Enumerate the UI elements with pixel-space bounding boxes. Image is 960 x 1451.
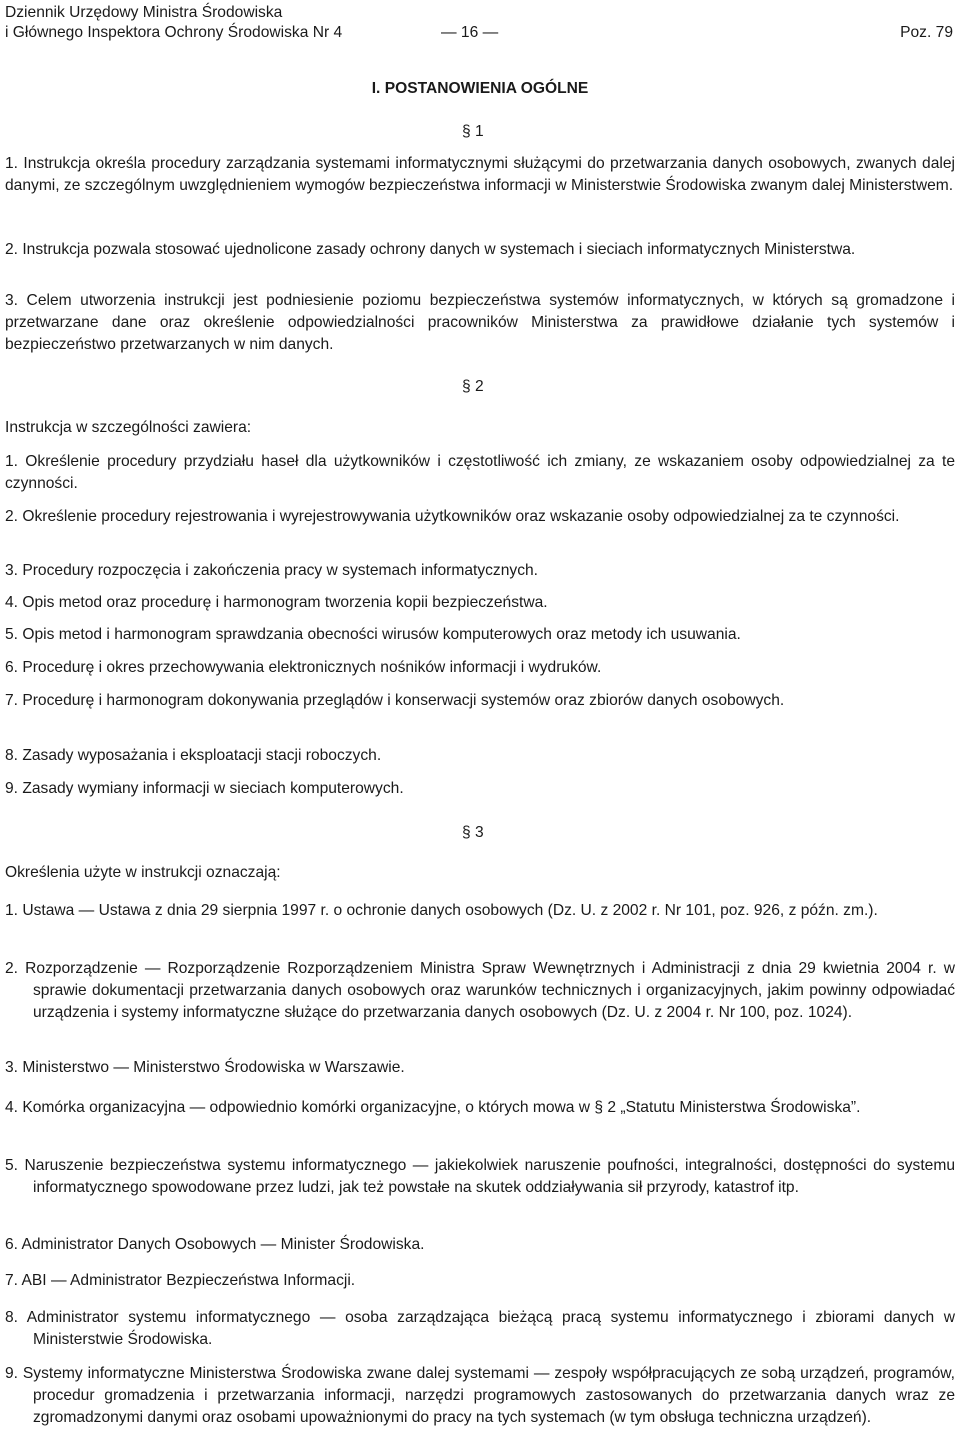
s2-item-3: 3. Procedury rozpoczęcia i zakończenia pracy w systemach informatycznych. — [5, 562, 539, 579]
page-number: — 16 — — [441, 24, 499, 41]
s2-item-8: 8. Zasady wyposażania i eksploatacji stacji roboczych. — [5, 747, 382, 764]
s2-item-9: 9. Zasady wymiany informacji w sieciach komputerowych. — [5, 780, 404, 797]
section-sign-2: § 2 — [462, 378, 484, 395]
definition-7: 7. ABI — Administrator Bezpieczeństwa Informacji. — [5, 1272, 356, 1289]
definition-6: 6. Administrator Danych Osobowych — Minister Środowiska. — [5, 1236, 425, 1253]
position-number: Poz. 79 — [900, 24, 953, 41]
s2-item-6: 6. Procedurę i okres przechowywania elektronicznych nośników informacji i wydruków. — [5, 659, 602, 676]
s2-item-7: 7. Procedurę i harmonogram dokonywania przeglądów i konserwacji systemów oraz zbiorów danych osobowych. — [5, 692, 785, 709]
s2-item-5: 5. Opis metod i harmonogram sprawdzania obecności wirusów komputerowych oraz metody ich usuwania. — [5, 626, 741, 643]
s3-lead: Określenia użyte w instrukcji oznaczają: — [5, 864, 281, 881]
s2-item-4: 4. Opis metod oraz procedurę i harmonogram tworzenia kopii bezpieczeństwa. — [5, 594, 548, 611]
definition-3: 3. Ministerstwo — Ministerstwo Środowiska w Warszawie. — [5, 1059, 405, 1076]
journal-title-line2: i Głównego Inspektora Ochrony Środowiska Nr 4 — [5, 24, 343, 41]
s2-lead: Instrukcja w szczególności zawiera: — [5, 419, 252, 436]
definition-1: 1. Ustawa — Ustawa z dnia 29 sierpnia 1997 r. o ochronie danych osobowych (Dz. U. z 2002 r. Nr 101, poz. 926, z późn. zm.). — [5, 902, 878, 919]
definition-8: 8. Administrator systemu informatycznego — osoba zarządzająca bieżącą pracą systemu informatycznego i zbiorami danych w Ministerstwie Środowiska. — [5, 1309, 955, 1348]
s2-item-1: 1. Określenie procedury przydziału haseł dla użytkowników i częstotliwość ich zmiany, ze wskazaniem osoby odpowiedzialnej za te czynności. — [5, 453, 955, 492]
s1-item-2: 2. Instrukcja pozwala stosować ujednolicone zasady ochrony danych w systemach i sieciach informatycznych Ministerstwa. — [5, 241, 856, 258]
s1-item-3: 3. Celem utworzenia instrukcji jest podniesienie poziomu bezpieczeństwa systemów informatycznych, w których są gromadzone i przetwarzane dane oraz określenie odpowiedzialności pracowników Ministerstwa za prawidłowe działanie tych systemów i bezpieczeństwo przetwarzanych w nim danych. — [5, 292, 955, 353]
chapter-title: I. POSTANOWIENIA OGÓLNE — [371, 80, 589, 97]
s1-item-1: 1. Instrukcja określa procedury zarządzania systemami informatycznymi służącymi do przetwarzania danych osobowych, zwanych dalej danymi, ze szczególnym uwzględnieniem wymogów bezpieczeństwa informacji w Ministerstwie Środowiska zwanym dalej Ministerstwem. — [5, 155, 955, 194]
definition-9: 9. Systemy informatyczne Ministerstwa Środowiska zwane dalej systemami — zespoły współpracujących ze sobą urządzeń, programów, procedur gromadzenia i przetwarzania informacji, narzędzi programowych zastosowanych do przetwarzania danych wraz ze zgromadzonymi danymi oraz osobami upoważnionymi do pracy na tych systemach (w tym obsługa techniczna urządzeń). — [5, 1365, 955, 1426]
section-sign-3: § 3 — [462, 824, 484, 841]
definition-4: 4. Komórka organizacyjna — odpowiednio komórki organizacyjne, o których mowa w § 2 „Statutu Ministerstwa Środowiska”. — [5, 1099, 861, 1116]
page-header — [5, 3, 955, 43]
definition-5: 5. Naruszenie bezpieczeństwa systemu informatycznego — jakiekolwiek naruszenie poufności, integralności, dostępności do systemu informatycznego spowodowane przez ludzi, jak też powstałe na skutek oddziaływania sił przyrody, katastrof itp. — [5, 1157, 955, 1196]
journal-title-line1: Dziennik Urzędowy Ministra Środowiska — [5, 4, 283, 21]
definition-2: 2. Rozporządzenie — Rozporządzenie Rozporządzeniem Ministra Spraw Wewnętrznych i Administracji z dnia 29 kwietnia 2004 r. w sprawie dokumentacji przetwarzania danych osobowych oraz warunków technicznych i organizacyjnych, jakim powinny odpowiadać urządzenia i systemy informatyczne służące do przetwarzania danych osobowych (Dz. U. z 2004 r. Nr 100, poz. 1024). — [5, 960, 955, 1021]
s2-item-2: 2. Określenie procedury rejestrowania i wyrejestrowywania użytkowników oraz wskazanie osoby odpowiedzialnej za te czynności. — [5, 508, 900, 525]
section-sign-1: § 1 — [462, 123, 484, 140]
